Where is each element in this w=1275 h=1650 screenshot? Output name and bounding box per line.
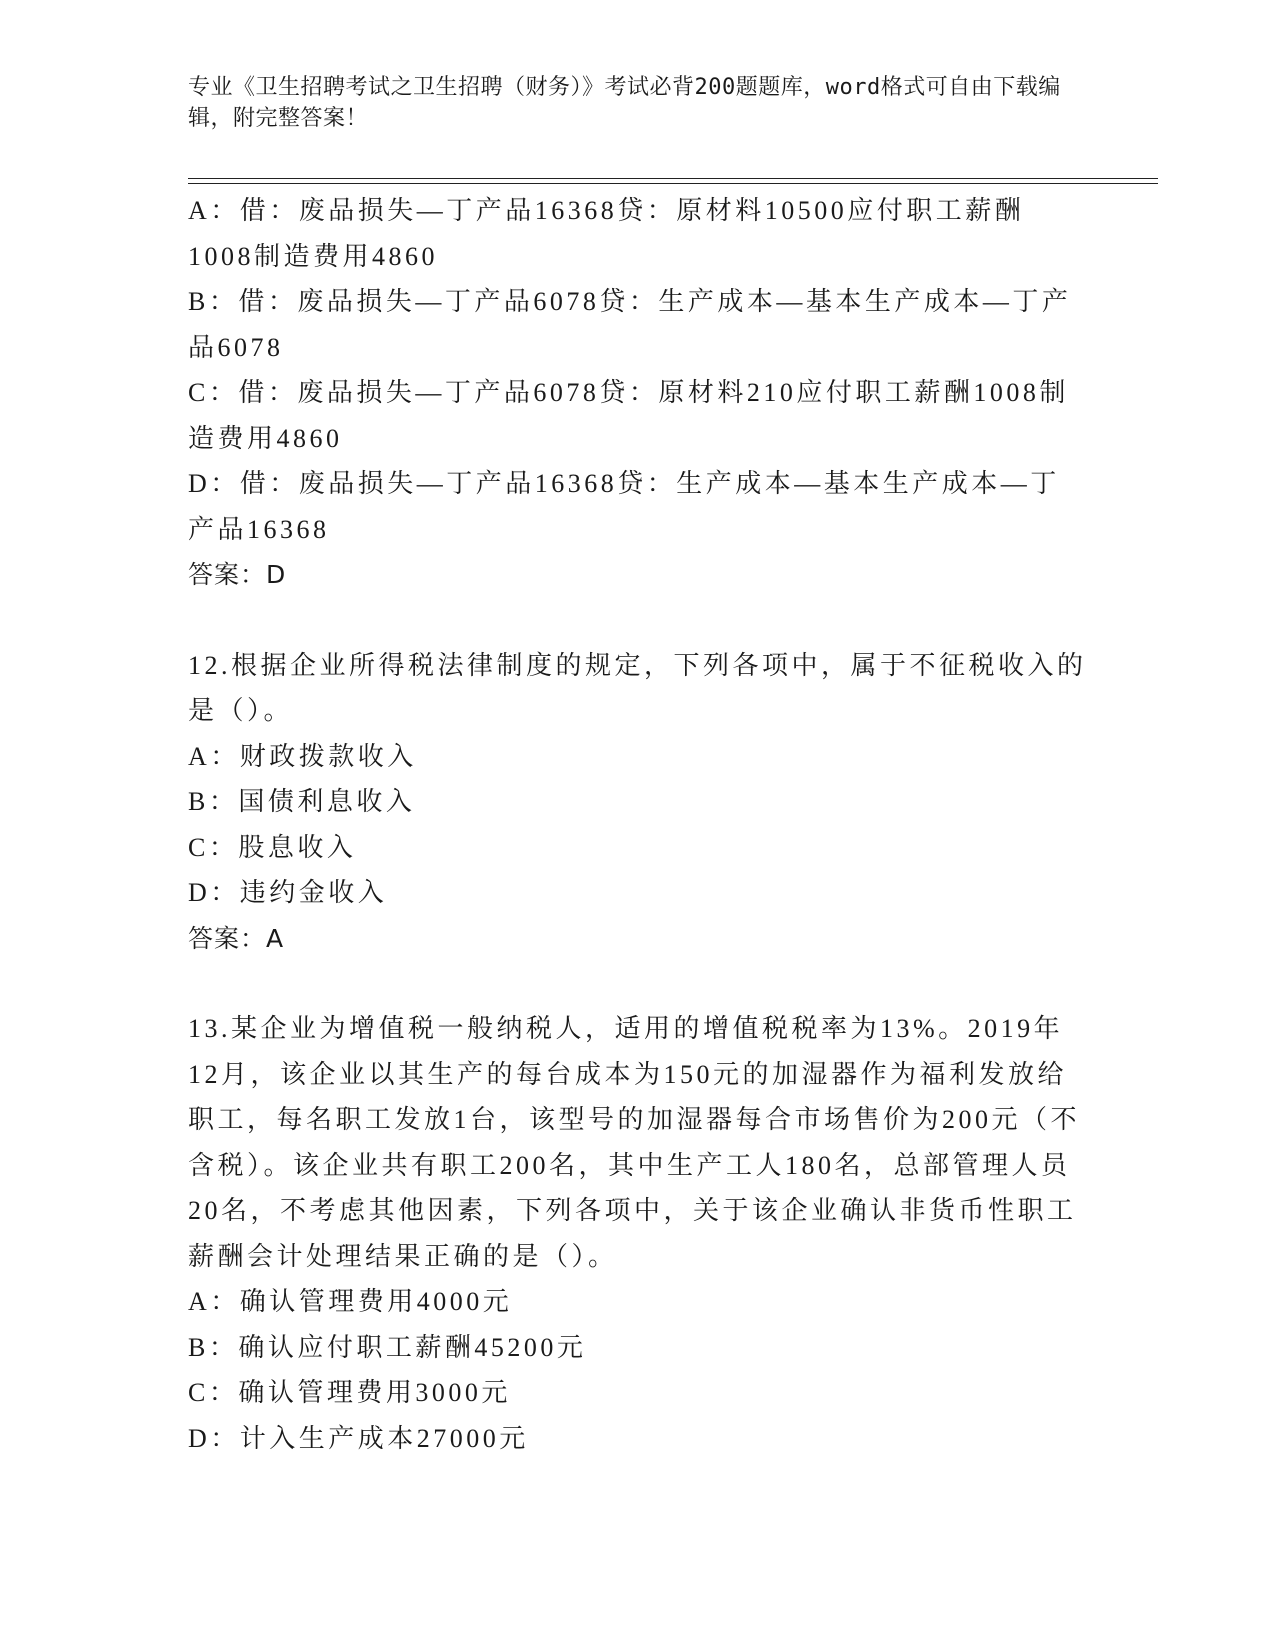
q12-answer: 答案：A [188,923,285,953]
q12-option-a: A：财政拨款收入 [188,741,417,771]
header-divider-bottom [188,183,1158,184]
question-gap [188,961,1088,1006]
q11-option-d: D：借：废品损失—丁产品16368贷：生产成本—基本生产成本—丁产品16368 [188,469,1060,544]
q13-stem: 13.某企业为增值税一般纳税人，适用的增值税税率为13%。2019年12月，该企业以其生产的每台成本为150元的加湿器作为福利发放给职工，每名职工发放1台，该型号的加湿器每合市场售价为200元（不含税）。该企业共有职工200名，其中生产工人180名，总部管理人员20名，不考虑其他因素，下列各项中，关于该企业确认非货币性职工薪酬会计处理结果正确的是（）。 [188,1014,1081,1271]
q13-option-a: A：确认管理费用4000元 [188,1287,513,1316]
header-divider-top [188,178,1158,179]
q12-stem: 12.根据企业所得税法律制度的规定，下列各项中，属于不征税收入的是（）。 [188,650,1087,725]
q13-option-b: B：确认应付职工薪酬45200元 [188,1332,587,1362]
q11-answer: 答案：D [188,560,287,589]
q11-option-a: A：借：废品损失—丁产品16368贷：原材料10500应付职工薪酬1008制造费用4860 [188,196,1025,271]
q11-option-b: B：借：废品损失—丁产品6078贷：生产成本—基本生产成本—丁产品6078 [188,287,1072,362]
q13-option-d: D：计入生产成本27000元 [188,1423,529,1453]
q12-option-c: C：股息收入 [188,832,357,862]
q12-option-d: D：违约金收入 [188,878,388,907]
document-header: 专业《卫生招聘考试之卫生招聘（财务）》考试必背200题题库，word格式可自由下载编辑，附完整答案！ [188,75,1061,131]
q13-option-c: C：确认管理费用3000元 [188,1378,511,1407]
q12-option-b: B：国债利息收入 [188,787,416,816]
q11-option-c: C：借：废品损失—丁产品6078贷：原材料210应付职工薪酬1008制造费用4860 [188,378,1069,453]
question-content [188,188,1088,1461]
question-gap [188,598,1088,643]
